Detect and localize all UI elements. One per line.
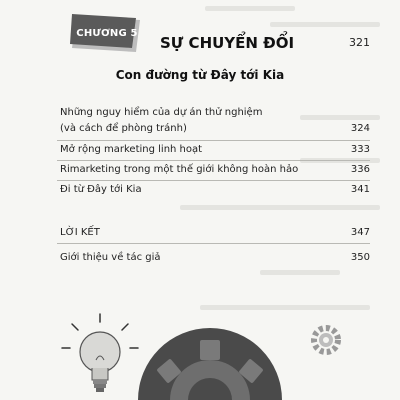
toc-item-page: 324 (350, 123, 370, 134)
back-matter-title: Giới thiệu về tác giả (60, 252, 161, 263)
toc-item-page: 333 (350, 144, 370, 155)
toc-item (60, 107, 370, 121)
toc-item-title-continued: (và cách để phòng tránh) (60, 123, 187, 134)
toc-item (60, 144, 370, 158)
toc-item-title: Mở rộng marketing linh hoạt (60, 144, 203, 155)
section-title: Con đường từ Đây tới Kia (115, 68, 285, 82)
back-matter-title: LỜI KẾT (60, 227, 100, 238)
illustration (0, 300, 400, 400)
divider (57, 180, 370, 181)
toc-item-title: Những nguy hiểm của dự án thử nghiệm (60, 107, 263, 118)
lightbulb-icon (62, 314, 138, 392)
divider (57, 243, 370, 244)
small-gear-icon (314, 328, 338, 352)
toc-item (60, 184, 370, 198)
toc-item-page: 341 (350, 184, 370, 195)
toc-item-title: Đi từ Đây tới Kia (60, 184, 142, 195)
toc-item (60, 123, 370, 137)
toc-item-page: 336 (350, 164, 370, 175)
divider (57, 160, 370, 161)
chapter-title: SỰ CHUYỂN ĐỔI (160, 34, 295, 52)
back-matter-item (60, 252, 370, 266)
bleed-through (180, 205, 380, 210)
back-matter-item (60, 227, 370, 241)
chapter-badge (70, 12, 142, 56)
back-matter-page: 347 (350, 227, 370, 238)
gear-icon (138, 328, 282, 400)
chapter-page-number: 321 (349, 36, 370, 49)
toc-item (60, 164, 370, 178)
bleed-through (205, 6, 295, 11)
bleed-through (270, 22, 380, 27)
divider (57, 140, 370, 141)
toc-item-title: Rimarketing trong một thế giới không hoàn hảo (60, 164, 299, 175)
bleed-through (260, 270, 340, 275)
chapter-badge-label: CHƯƠNG 5 (76, 28, 138, 39)
back-matter-page: 350 (350, 252, 370, 263)
